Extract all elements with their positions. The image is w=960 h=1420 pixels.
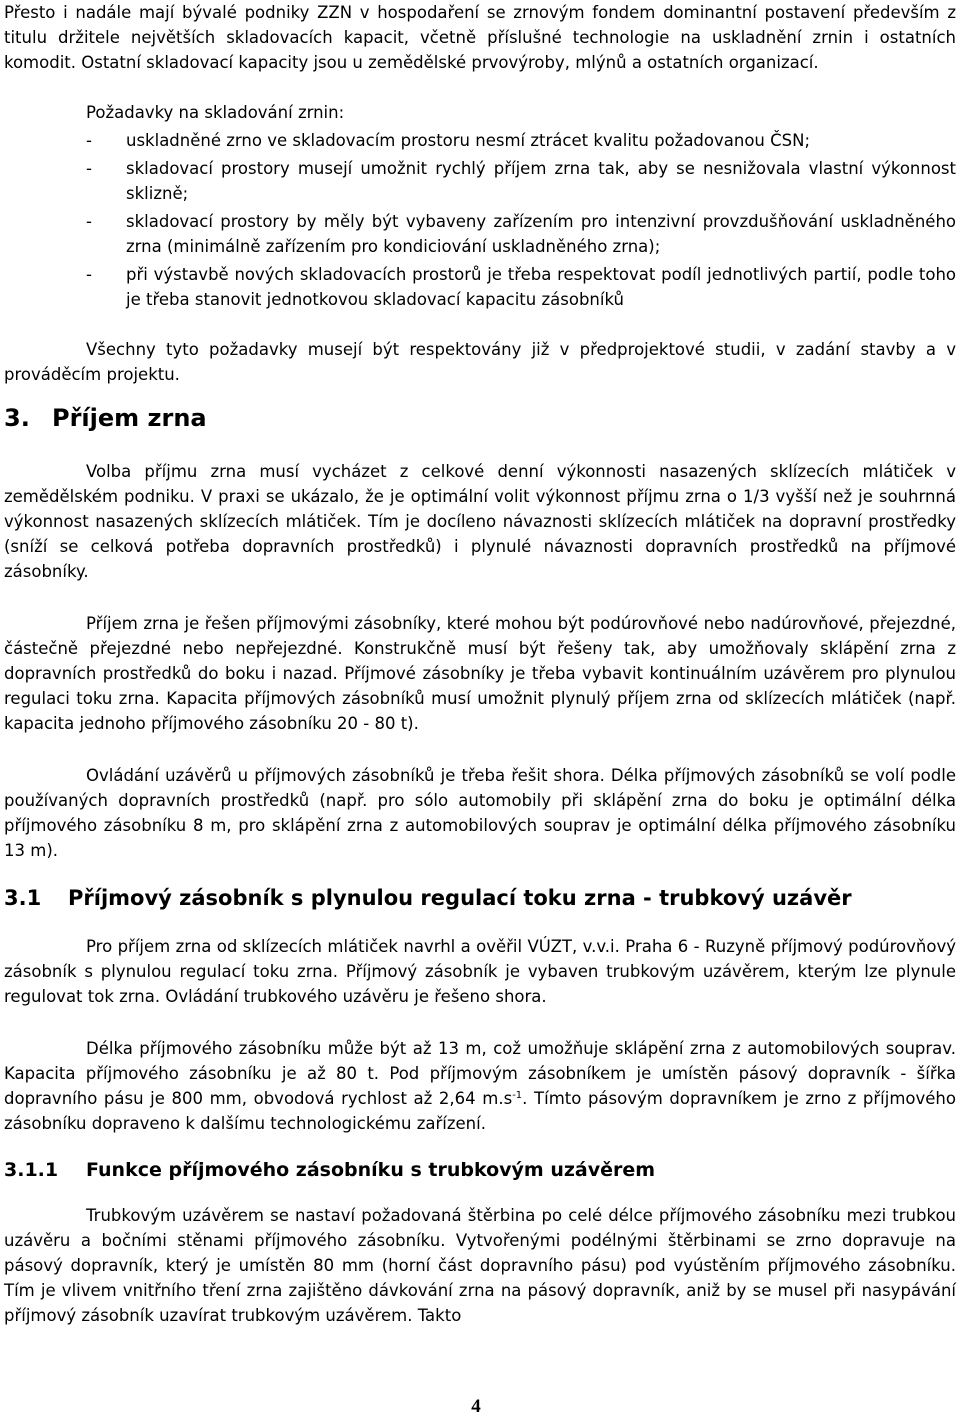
section-title: Příjmový zásobník s plynulou regulací toku zrna - trubkový uzávěr: [68, 886, 852, 910]
spacer: [4, 1009, 956, 1036]
list-item-text: skladovací prostory musejí umožnit rychlý příjem zrna tak, aby se nesnižovala vlastní výkonnost sklizně;: [126, 159, 956, 203]
section-3-heading: [4, 403, 956, 433]
requirements-summary-paragraph: Všechny tyto požadavky musejí být respektovány již v předprojektové studii, v zadání stavby a v prováděcím projektu.: [4, 340, 956, 384]
spacer: [4, 584, 956, 611]
section-number: 3.1: [4, 886, 42, 910]
list-item: [4, 209, 956, 259]
requirements-list: [4, 128, 956, 312]
exponent: -1: [512, 1090, 523, 1101]
section-3-1-1-paragraph-1: Trubkovým uzávěrem se nastaví požadovaná štěrbina po celé délce příjmového zásobníku mezi trubkou uzávěru a bočními stěnami příjmového zásobníku. Vytvořenými podélnými štěrbinami se zrno dopravuje na pásový dopravník, který je umístěn 80 mm (horní část dopravního pásu) pod vyústěním příjmového zásobníku. Tím je vlivem vnitřního tření zrna zajištěno dávkování zrna na pásový dopravník, aniž by se musel při nasypávání příjmový zásobník uzavírat trubkovým uzávěrem. Takto: [4, 1206, 956, 1325]
list-item-text: uskladněné zrno ve skladovacím prostoru nesmí ztrácet kvalitu požadovanou ČSN;: [126, 131, 811, 150]
section-3-paragraph-1: Volba příjmu zrna musí vycházet z celkové denní výkonnosti nasazených sklízecích mlátiček v zemědělském podniku. V praxi se ukázalo, že je optimální volit výkonnost příjmu zrna o 1/3 vyšší než je souhrnná výkonnost nasazených sklízecích mlátiček. Tím je docíleno návaznosti sklízecích mlátiček na dopravní prostředky (sníží se celková potřeba dopravních prostředků) i plynulé návaznosti dopravních prostředků na příjmové zásobníky.: [4, 462, 956, 581]
list-item: [4, 156, 956, 206]
intro-paragraph: Přesto i nadále mají bývalé podniky ZZN v hospodaření se zrnovým fondem dominantní postavení především z titulu držitele největších skladovacích kapacit, včetně příslušné technologie na uskladnění zrnin i ostatních komodit. Ostatní skladovací kapacity jsou u zemědělské prvovýroby, mlýnů a ostatních organizací.: [4, 3, 956, 72]
section-3-1-paragraph-2: [4, 1036, 956, 1136]
spacer: [4, 315, 956, 337]
section-title: Příjem zrna: [52, 404, 207, 432]
list-dash: -: [86, 131, 92, 150]
list-dash: -: [86, 159, 92, 178]
section-title: Funkce příjmového zásobníku s trubkovým uzávěrem: [86, 1159, 656, 1181]
list-item-text: skladovací prostory by měly být vybaveny zařízením pro intenzivní provzdušňování uskladněného zrna (minimálně zařízením pro kondiciování uskladněného zrna);: [126, 212, 956, 256]
section-number: 3.1.1: [4, 1159, 59, 1181]
list-item: [4, 128, 956, 153]
list-item-text: při výstavbě nových skladovacích prostorů je třeba respektovat podíl jednotlivých partií, podle toho je třeba stanovit jednotkovou skladovací kapacitu zásobníků: [126, 265, 956, 309]
section-3-paragraph-3: Ovládání uzávěrů u příjmových zásobníků je třeba řešit shora. Délka příjmových zásobníků se volí podle používaných dopravních prostředků (např. pro sólo automobily při sklápění zrna do boku je optimální délka příjmového zásobníku 8 m, pro sklápění zrna z automobilových souprav je optimální délka příjmového zásobníku 13 m).: [4, 766, 956, 860]
spacer: [4, 736, 956, 763]
section-3-1-1-heading: [4, 1157, 956, 1183]
paragraph-text: Délka příjmového zásobníku může být až 13 m, což umožňuje sklápění zrna z automobilových souprav. Kapacita příjmového zásobníku je až 80 t. Pod příjmovým zásobníkem je umístěn pásový dopravník - šířka dopravního pásu je 800 mm, obvodová rychlost až 2,64 m.s: [4, 1039, 956, 1108]
requirements-intro: Požadavky na skladování zrnin:: [86, 103, 345, 122]
section-3-1-paragraph-1: Pro příjem zrna od sklízecích mlátiček navrhl a ověřil VÚZT, v.v.i. Praha 6 - Ruzyně příjmový podúrovňový zásobník s plynulou regulací toku zrna. Příjmový zásobník je vybaven trubkovým uzávěrem, kterým lze plynule regulovat tok zrna. Ovládání trubkového uzávěru je řešeno shora.: [4, 937, 956, 1006]
list-dash: -: [86, 212, 92, 231]
paragraph-text: . Tímto pásovým dopravníkem je zrno z příjmového zásobníku dopraveno k dalšímu technologickému zařízení.: [4, 1089, 956, 1133]
page-number: 4: [471, 1396, 481, 1417]
section-3-paragraph-2: Příjem zrna je řešen příjmovými zásobníky, které mohou být podúrovňové nebo nadúrovňové, přejezdné, částečně přejezdné nebo nepřejezdné. Konstrukčně musí být řešeny tak, aby umožňovaly sklápění zrna z dopravních prostředků do boku i nazad. Příjmové zásobníky je třeba vybavit kontinuálním uzávěrem pro plynulou regulaci toku zrna. Kapacita příjmových zásobníků musí umožnit plynulý příjem zrna od sklízecích mlátiček (např. kapacita jednoho příjmového zásobníku 20 - 80 t).: [4, 614, 956, 733]
list-dash: -: [86, 265, 92, 284]
section-3-1-heading: [4, 884, 956, 912]
section-number: 3.: [4, 404, 30, 432]
list-item: [4, 262, 956, 312]
document-page: [4, 0, 956, 1420]
